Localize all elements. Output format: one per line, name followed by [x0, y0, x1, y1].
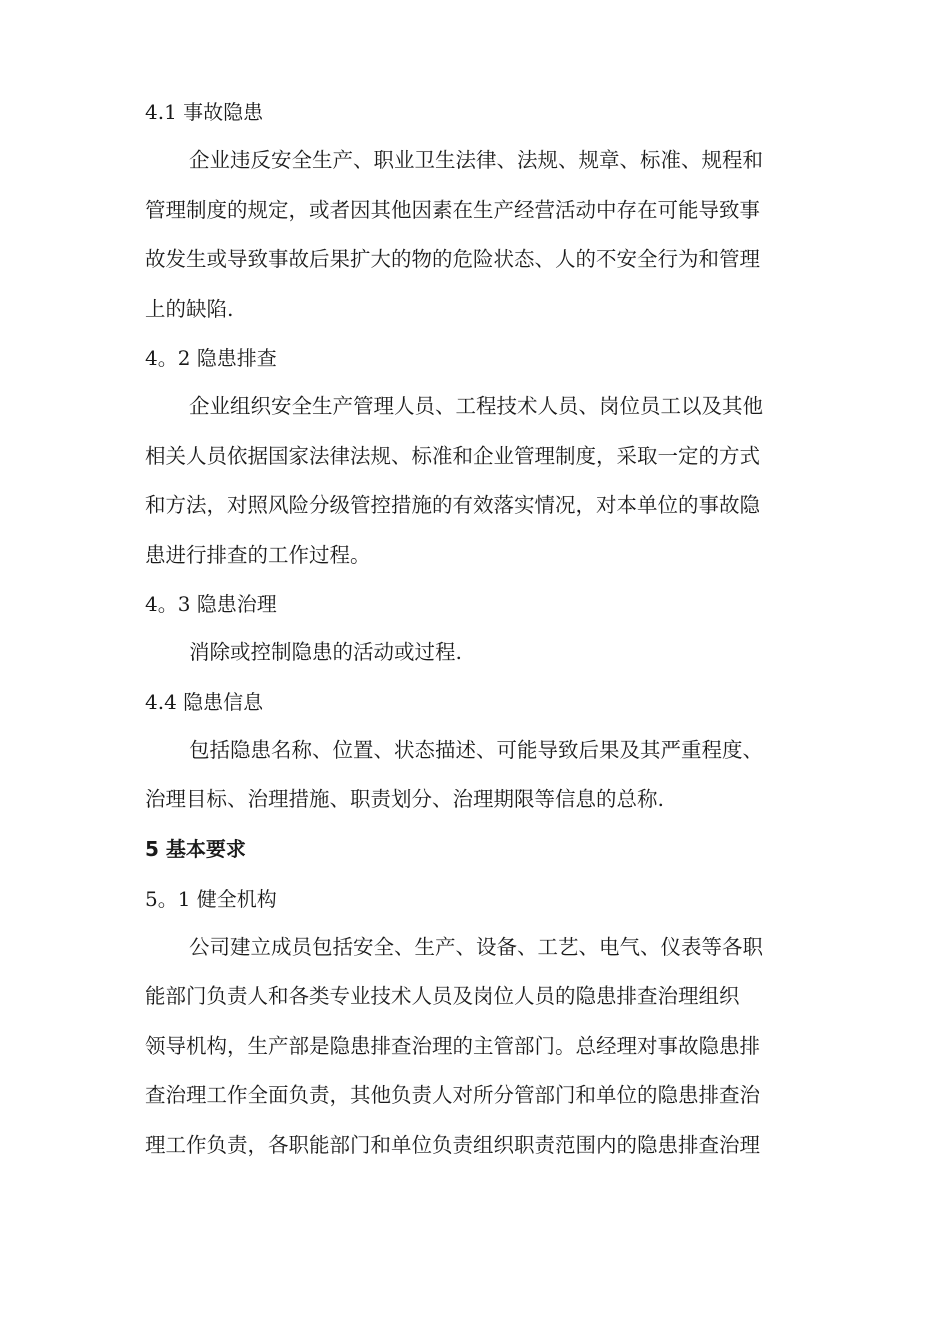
- section-heading-4-3: 4。3 隐患治理: [145, 592, 277, 616]
- paragraph-line: 包括隐患名称、位置、状态描述、可能导致后果及其严重程度、: [189, 737, 763, 762]
- section-paragraph-4-3: [145, 628, 820, 678]
- paragraph-line: 企业组织安全生产管理人员、工程技术人员、岗位员工以及其他: [189, 394, 763, 418]
- section-heading-5-1: 5。1 健全机构: [145, 886, 277, 911]
- section-heading-4-2: 4。2 隐患排查: [145, 346, 277, 370]
- chapter-heading-5: 5 基本要求: [145, 836, 246, 861]
- paragraph-line: 查治理工作全面负责，其他负责人对所分管部门和单位的隐患排查治: [145, 1083, 760, 1107]
- paragraph-line: 领导机构，生产部是隐患排查治理的主管部门。总经理对事故隐患排: [145, 1033, 760, 1058]
- paragraph-line: 管理制度的规定，或者因其他因素在生产经营活动中存在可能导致事: [145, 197, 760, 222]
- paragraph-line: 消除或控制隐患的活动或过程.: [189, 640, 463, 664]
- document-page: [145, 100, 820, 1170]
- paragraph-line: 患进行排查的工作过程。: [145, 542, 371, 567]
- section-paragraph-4-2: [145, 382, 820, 580]
- section-paragraph-5-1: [145, 923, 820, 1171]
- paragraph-line: 上的缺陷.: [145, 296, 234, 321]
- paragraph-line: 能部门负责人和各类专业技术人员及岗位人员的隐患排查治理组织: [145, 984, 740, 1008]
- paragraph-line: 相关人员依据国家法律法规、标准和企业管理制度，采取一定的方式: [145, 443, 760, 468]
- paragraph-line: 公司建立成员包括安全、生产、设备、工艺、电气、仪表等各职: [189, 934, 763, 959]
- paragraph-line: 和方法，对照风险分级管控措施的有效落实情况，对本单位的事故隐: [145, 493, 760, 517]
- section-heading-4-1: 4.1 事故隐患: [145, 100, 264, 124]
- section-paragraph-4-1: [145, 136, 820, 334]
- paragraph-line: 理工作负责，各职能部门和单位负责组织职责范围内的隐患排查治理: [145, 1132, 760, 1157]
- section-heading-4-4: 4.4 隐患信息: [145, 689, 264, 714]
- paragraph-line: 治理目标、治理措施、职责划分、治理期限等信息的总称.: [145, 787, 665, 811]
- paragraph-line: 企业违反安全生产、职业卫生法律、法规、规章、标准、规程和: [189, 148, 763, 172]
- section-paragraph-4-4: [145, 726, 820, 825]
- paragraph-line: 故发生或导致事故后果扩大的物的危险状态、人的不安全行为和管理: [145, 247, 760, 271]
